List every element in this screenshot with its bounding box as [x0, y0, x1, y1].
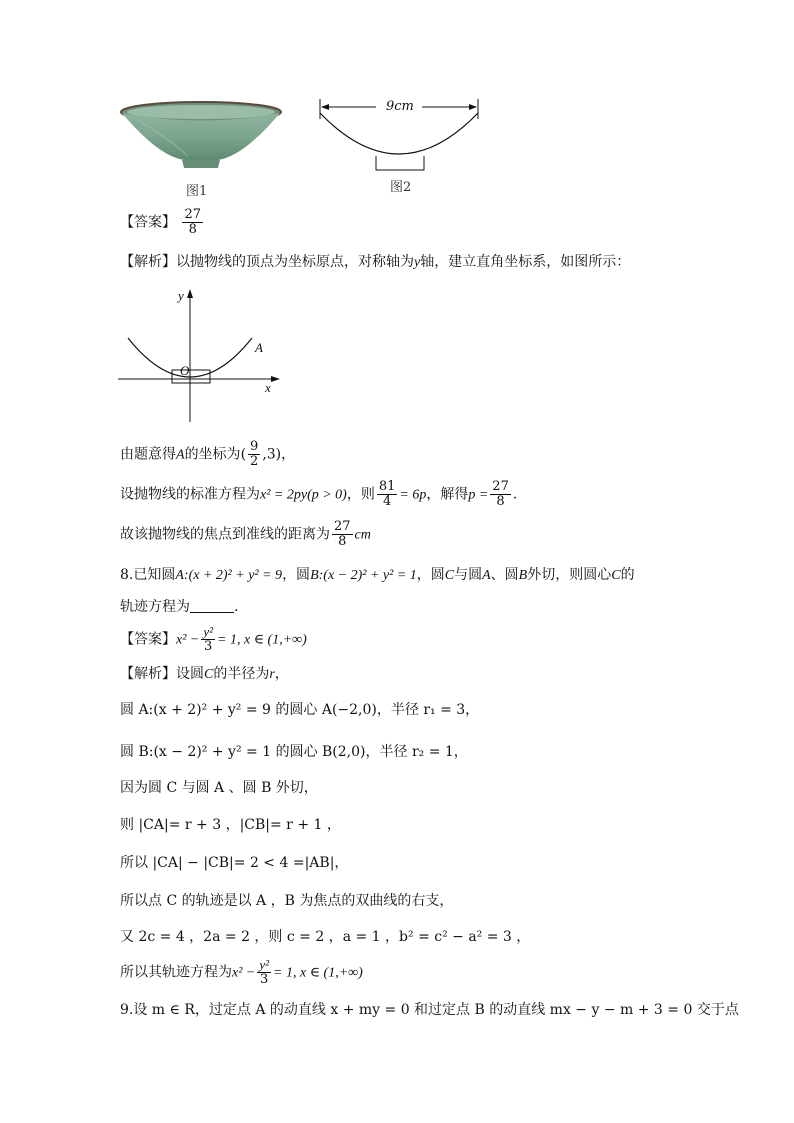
fraction: $\frac{9}{2}$	[250, 439, 259, 469]
fig1-caption: 图1	[186, 184, 208, 199]
fraction: $\frac{\text{y²}}{3}$	[203, 624, 214, 654]
q7-line3: 故该抛物线的焦点到准线的距离为 $\frac{27}{8}$ cm	[120, 519, 371, 549]
q8-line7: 又 2c = 4 ，2a = 2 ，则 c = 2 ，a = 1 ，b² = c² − a² = 3 ，	[120, 929, 531, 945]
fraction: $\frac{27}{8}$	[184, 207, 201, 237]
fig2-width-label: 9cm	[386, 99, 414, 114]
q9-stem: 9.设 m ∈ R，过定点 A 的动直线 x + my = 0 和过定点 B 的动直线 mx − y − m + 3 = 0 交于点	[120, 1002, 739, 1018]
answer-tag: 【答案】	[120, 214, 176, 231]
q8-answer: 【答案】x² − $\frac{\text{y²}}{3}$ = 1, x ∈ (1,+∞)	[120, 624, 307, 654]
answer-blank	[190, 598, 234, 613]
graph-label-y: y	[178, 288, 184, 303]
graph-label-a: A	[255, 340, 263, 355]
q8-line2: 圆 B:(x − 2)² + y² = 1 的圆心 B(2,0)，半径 r₂ = 1，	[120, 744, 468, 760]
q8-line3: 因为圆 C 与圆 A 、圆 B 外切，	[120, 780, 318, 796]
q8-stem-line2: 轨迹方程为 .	[120, 599, 239, 615]
fraction: $\frac{27}{8}$	[334, 519, 351, 549]
q8-line4: 则 |CA|= r + 3 ，|CB|= r + 1 ，	[120, 817, 341, 833]
q8-line8: 所以其轨迹方程为x² − $\frac{\text{y²}}{3}$ = 1, x ∈ (1,+∞)	[120, 957, 363, 987]
q7-line2: 设抛物线的标准方程为x² = 2py(p > 0)，则 $\frac{81}{4}$ = 6p，解得p = $\frac{27}{8}$ .	[120, 479, 518, 509]
q8-stem-line1: 8.已知圆A:(x + 2)² + y² = 9，圆B:(x − 2)² + y² = 1，圆C与圆A、圆B外切，则圆心C的	[120, 567, 635, 583]
graph-label-origin: O	[180, 363, 190, 378]
q7-line1: 由题意得A的坐标为( $\frac{9}{2}$ ,3)，	[120, 439, 296, 469]
q8-line5: 所以 |CA| − |CB|= 2 < 4 =|AB|，	[120, 855, 349, 871]
q7-analysis: 【解析】以抛物线的顶点为坐标原点，对称轴为y轴，建立直角坐标系，如图所示：	[120, 254, 631, 270]
q7-answer	[120, 208, 205, 237]
graph-label-x: x	[265, 380, 271, 395]
bowl-photo	[118, 98, 284, 178]
q8-line6: 所以点 C 的轨迹是以 A ，B 为焦点的双曲线的右支，	[120, 893, 454, 909]
fig2-caption: 图2	[390, 180, 412, 195]
fraction: $\frac{81}{4}$	[378, 479, 396, 509]
fraction: $\frac{27}{8}$	[492, 479, 509, 509]
fraction: $\frac{\text{y²}}{3}$	[259, 957, 270, 987]
parabola-coordinate-graph	[118, 286, 284, 426]
q8-line1: 圆 A:(x + 2)² + y² = 9 的圆心 A(−2,0)，半径 r₁ = 3，	[120, 702, 480, 718]
q8-analysis: 【解析】设圆C的半径为r，	[120, 666, 289, 682]
